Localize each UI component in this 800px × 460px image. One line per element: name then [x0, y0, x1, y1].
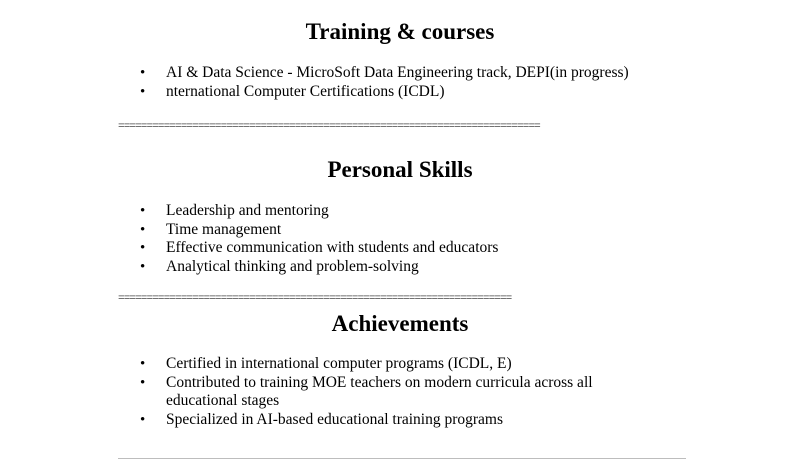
skills-item: • Time management	[140, 221, 498, 240]
skills-item: • Analytical thinking and problem-solving	[140, 258, 498, 277]
achievements-item: • Contributed to training MOE teachers on modern curricula across all educational stages	[140, 374, 640, 411]
training-list	[140, 64, 629, 101]
achievements-heading: Achievements	[331, 311, 469, 336]
achievements-list	[140, 355, 640, 429]
bottom-rule	[118, 458, 686, 459]
achievements-item: • Certified in international computer programs (ICDL, E)	[140, 355, 640, 374]
training-item: • nternational Computer Certifications (ICDL)	[140, 83, 629, 102]
skills-item: • Leadership and mentoring	[140, 202, 498, 221]
skills-item: • Effective communication with students and educators	[140, 239, 498, 258]
skills-heading: Personal Skills	[327, 157, 473, 182]
training-item: • AI & Data Science - MicroSoft Data Engineering track, DEPI(in progress)	[140, 64, 629, 83]
section-divider: =====================================================================	[118, 293, 512, 305]
section-divider: ==========================================================================	[118, 121, 540, 133]
achievements-item: • Specialized in AI-based educational training programs	[140, 411, 640, 430]
training-heading: Training & courses	[305, 19, 495, 44]
skills-list	[140, 202, 498, 276]
